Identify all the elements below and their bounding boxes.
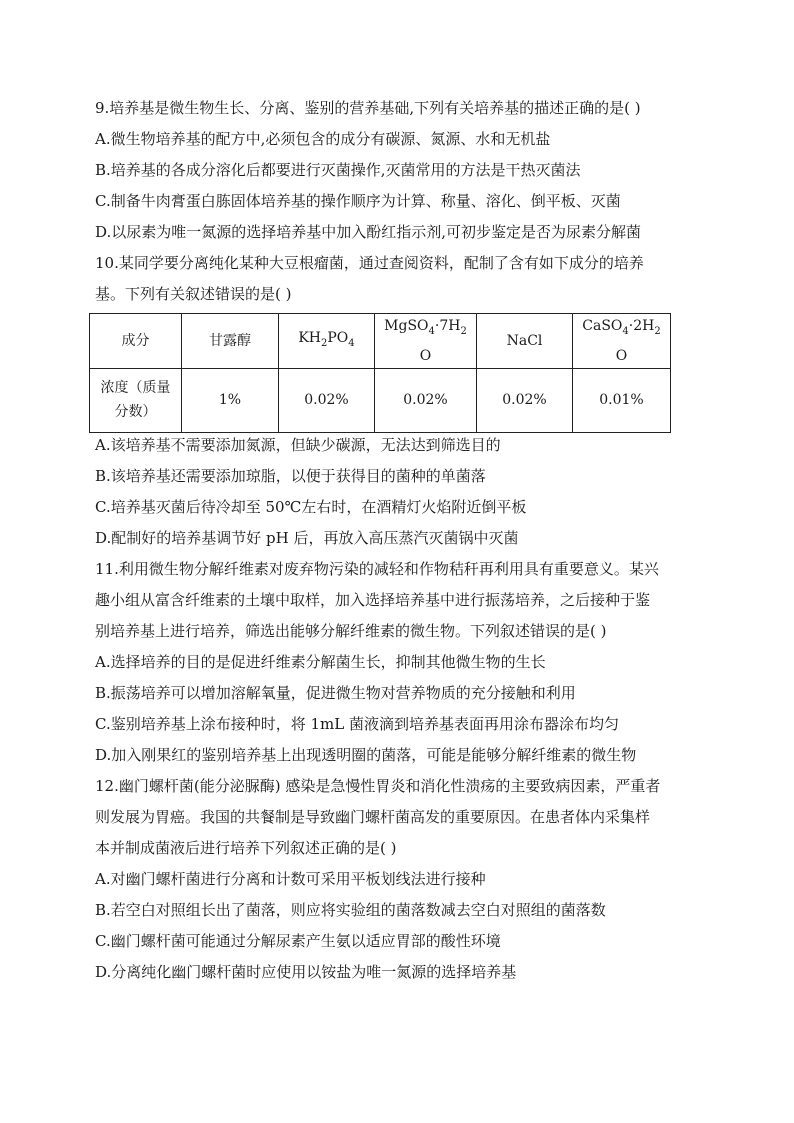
q12-stem-line3: 本并制成菌液后进行培养下列叙述正确的是( ) (95, 839, 397, 857)
table-cell: 0.02% (375, 368, 477, 432)
q12-stem-line1: 12.幽门螺杆菌(能分泌脲酶) 感染是急慢性胃炎和消化性溃疡的主要致病因素，严重者 (95, 777, 661, 795)
q11-stem-line3: 别培养基上进行培养，筛选出能够分解纤维素的微生物。下列叙述错误的是( ) (95, 622, 607, 640)
table-cell: 0.02% (279, 368, 375, 432)
q9-option-c: C.制备牛肉膏蛋白胨固体培养基的操作顺序为计算、称量、溶化、倒平板、灭菌 (95, 192, 621, 210)
table-cell: NaCl (477, 314, 573, 369)
table-cell: 浓度（质量 分数） (90, 368, 182, 432)
q11-stem-line1: 11.利用微生物分解纤维素对废弃物污染的减轻和作物秸秆再利用具有重要意义。某兴 (95, 560, 659, 578)
q10-stem-line2: 基。下列有关叙述错误的是( ) (95, 285, 292, 303)
q11-option-d: D.加入刚果红的鉴别培养基上出现透明圈的菌落，可能是能够分解纤维素的微生物 (95, 746, 637, 764)
q10-option-a: A.该培养基不需要添加氮源，但缺少碳源，无法达到筛选目的 (95, 436, 501, 454)
table-cell: 甘露醇 (182, 314, 279, 369)
q12-option-b: B.若空白对照组长出了菌落，则应将实验组的菌落数减去空白对照组的菌落数 (95, 901, 606, 919)
q9-option-d: D.以尿素为唯一氮源的选择培养基中加入酚红指示剂,可初步鉴定是否为尿素分解菌 (95, 223, 642, 241)
q11-option-b: B.振荡培养可以增加溶解氧量，促进微生物对营养物质的充分接触和利用 (95, 684, 576, 702)
q10-option-d: D.配制好的培养基调节好 pH 后，再放入高压蒸汽灭菌锅中灭菌 (95, 529, 519, 547)
table-cell: 0.01% (573, 368, 671, 432)
q9-option-a: A.微生物培养基的配方中,必须包含的成分有碳源、氮源、水和无机盐 (95, 130, 551, 148)
table-row (90, 368, 671, 432)
q10-stem-line1: 10.某同学要分离纯化某种大豆根瘤菌，通过查阅资料，配制了含有如下成分的培养 (95, 254, 644, 272)
table-cell: 1% (182, 368, 279, 432)
q11-option-a: A.选择培养的目的是促进纤维素分解菌生长，抑制其他微生物的生长 (95, 653, 546, 671)
q12-stem-line2: 则发展为胃癌。我国的共餐制是导致幽门螺杆菌高发的重要原因。在患者体内采集样 (95, 808, 651, 826)
q12-option-a: A.对幽门螺杆菌进行分离和计数可采用平板划线法进行接种 (95, 870, 486, 888)
medium-composition-table (89, 313, 671, 433)
q12-option-c: C.幽门螺杆菌可能通过分解尿素产生氨以适应胃部的酸性环境 (95, 932, 501, 950)
q9-option-b: B.培养基的各成分溶化后都要进行灭菌操作,灭菌常用的方法是干热灭菌法 (95, 161, 581, 179)
table-cell: $MgSO_4\cdot 7H_2$ O (375, 314, 477, 369)
table-cell: 成分 (90, 314, 182, 369)
q9-stem: 9.培养基是微生物生长、分离、鉴别的营养基础,下列有关培养基的描述正确的是( ) (95, 99, 641, 117)
q12-option-d: D.分离纯化幽门螺杆菌时应使用以铵盐为唯一氮源的选择培养基 (95, 963, 517, 981)
q10-option-b: B.该培养基还需要添加琼脂，以便于获得目的菌种的单菌落 (95, 467, 486, 485)
table-cell: $KH_2PO_4$ (279, 314, 375, 369)
table-cell: $CaSO_4\cdot 2H_2$ O (573, 314, 671, 369)
q11-stem-line2: 趣小组从富含纤维素的土壤中取样，加入选择培养基中进行振荡培养，之后接种于鉴 (95, 591, 651, 609)
table-cell: 0.02% (477, 368, 573, 432)
q11-option-c: C.鉴别培养基上涂布接种时，将 1mL 菌液滴到培养基表面再用涂布器涂布均匀 (95, 715, 619, 733)
q10-option-c: C.培养基灭菌后待冷却至 50℃左右时，在酒精灯火焰附近倒平板 (95, 498, 527, 516)
table-header-row (90, 314, 671, 369)
